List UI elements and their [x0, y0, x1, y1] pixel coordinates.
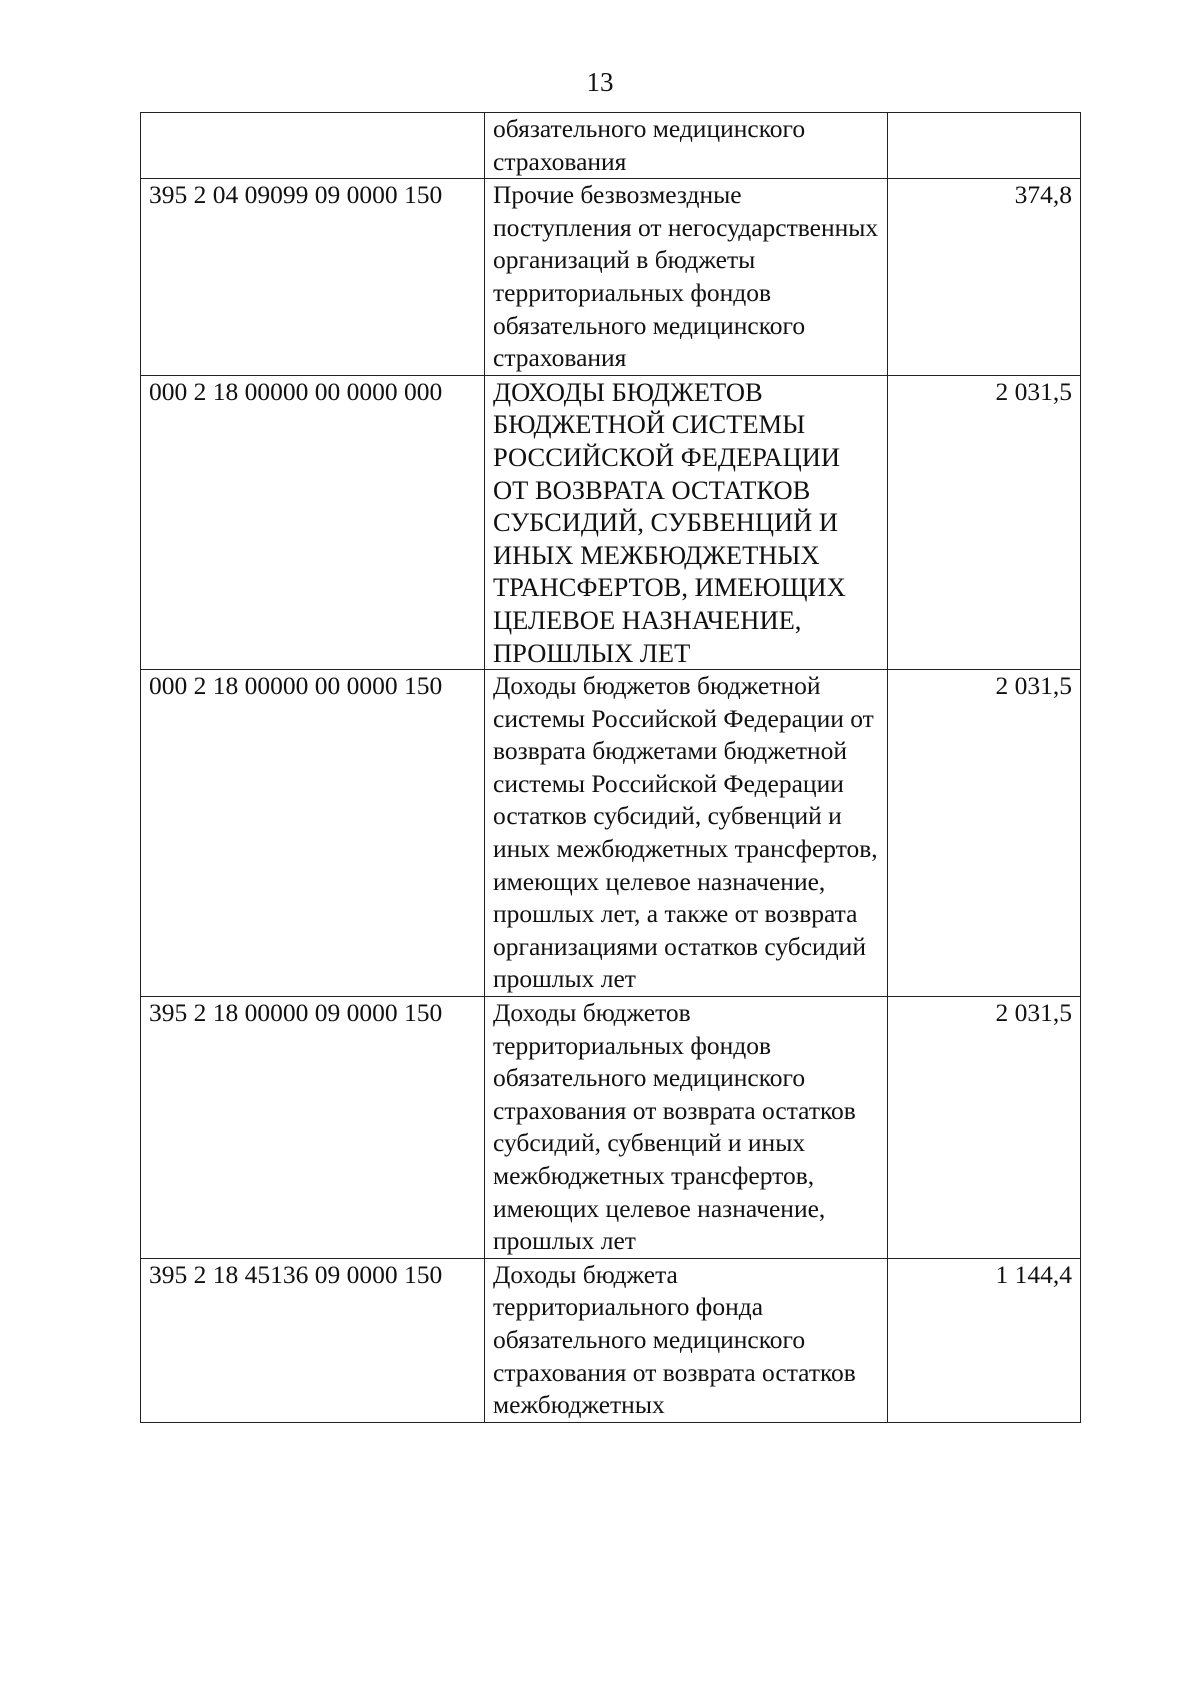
table-row — [141, 113, 1081, 179]
code-cell: 395 2 04 09099 09 0000 150 — [141, 179, 485, 376]
table-row — [141, 1258, 1081, 1422]
name-cell: обязательного медицинского страхования — [485, 113, 888, 179]
name-cell: Доходы бюджета территориального фонда обязательного медицинского страхования от возврата остатков межбюджетных — [485, 1258, 888, 1422]
amount-cell: 2 031,5 — [888, 670, 1081, 997]
table-row — [141, 179, 1081, 376]
amount-cell: 374,8 — [888, 179, 1081, 376]
amount-cell: 1 144,4 — [888, 1258, 1081, 1422]
name-cell: Доходы бюджетов бюджетной системы Российской Федерации от возврата бюджетами бюджетной системы Российской Федерации остатков субсидий, субвенций и иных межбюджетных трансфертов, имеющих целевое назначение, прошлых лет, а также от возврата организациями остатков субсидий прошлых лет — [485, 670, 888, 997]
code-cell: 000 2 18 00000 00 0000 150 — [141, 670, 485, 997]
amount-cell: 2 031,5 — [888, 375, 1081, 669]
code-cell: 000 2 18 00000 00 0000 000 — [141, 375, 485, 669]
code-cell — [141, 113, 485, 179]
amount-cell — [888, 113, 1081, 179]
page-number: 13 — [586, 67, 614, 97]
table-row — [141, 997, 1081, 1259]
code-cell: 395 2 18 00000 09 0000 150 — [141, 997, 485, 1259]
code-cell: 395 2 18 45136 09 0000 150 — [141, 1258, 485, 1422]
name-cell: Доходы бюджетов территориальных фондов обязательного медицинского страхования от возврата остатков субсидий, субвенций и иных межбюджетных трансфертов, имеющих целевое назначение, прошлых лет — [485, 997, 888, 1259]
table-row — [141, 670, 1081, 997]
name-cell: Прочие безвозмездные поступления от негосударственных организаций в бюджеты территориальных фондов обязательного медицинского страхования — [485, 179, 888, 376]
budget-table — [140, 112, 1081, 1423]
name-cell: ДОХОДЫ БЮДЖЕТОВ БЮДЖЕТНОЙ СИСТЕМЫ РОССИЙСКОЙ ФЕДЕРАЦИИ ОТ ВОЗВРАТА ОСТАТКОВ СУБСИДИЙ, СУБВЕНЦИЙ И ИНЫХ МЕЖБЮДЖЕТНЫХ ТРАНСФЕРТОВ, ИМЕЮЩИХ ЦЕЛЕВОЕ НАЗНАЧЕНИЕ, ПРОШЛЫХ ЛЕТ — [485, 375, 888, 669]
amount-cell: 2 031,5 — [888, 997, 1081, 1259]
table-row — [141, 375, 1081, 669]
